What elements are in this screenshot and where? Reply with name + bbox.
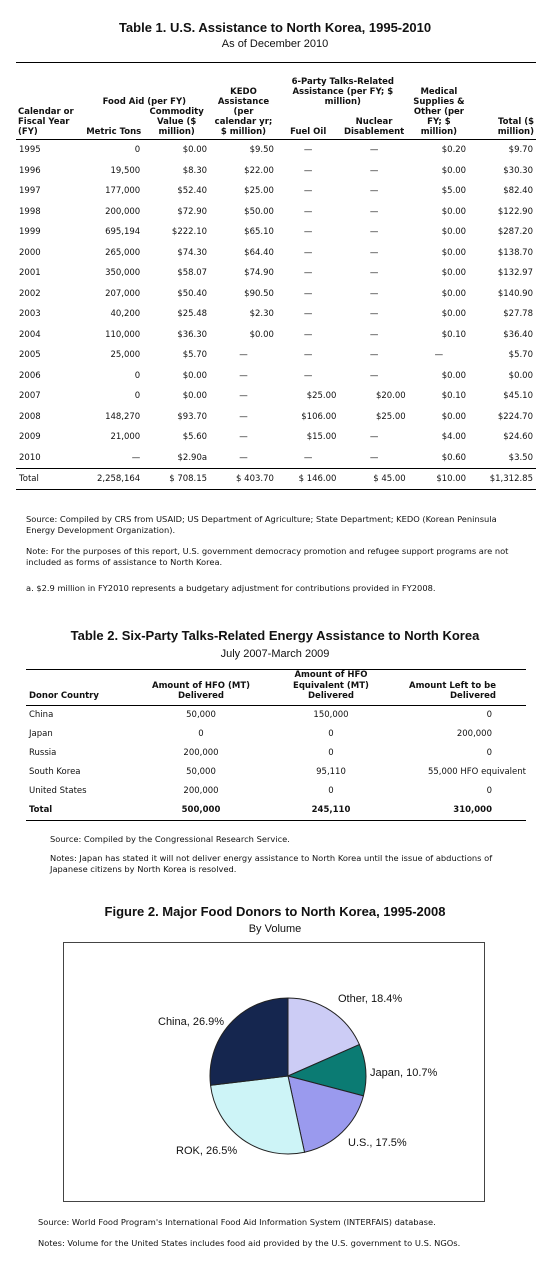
group-food-aid: Food Aid (per FY): [102, 97, 187, 107]
table-cell: $25.00: [244, 186, 274, 197]
t2-col-hfo: Amount of HFO (MT) Delivered: [136, 670, 266, 706]
table-cell: $ 45.00: [339, 469, 408, 490]
table-cell: —: [369, 432, 379, 443]
table-cell: $122.90: [497, 206, 533, 217]
table-cell: —: [369, 186, 379, 197]
figure2-subtitle: By Volume: [248, 923, 302, 935]
table-cell: —: [369, 288, 379, 299]
table-cell: —: [369, 350, 379, 361]
table1-title: Table 1. U.S. Assistance to North Korea, 1995-2010: [118, 20, 432, 35]
table-cell: $0.00: [441, 206, 467, 217]
table-cell: $82.40: [503, 186, 533, 197]
table-cell: —: [369, 452, 379, 463]
table-cell: —: [239, 370, 248, 381]
table-cell: 148,270: [105, 411, 141, 422]
col-nuclear: Nuclear Disablement: [339, 107, 408, 140]
table-cell: 55,000 HFO equivalent: [427, 767, 526, 777]
table2-body: [26, 705, 526, 820]
table-cell: $93.70: [177, 411, 208, 422]
table1-subtitle: As of December 2010: [221, 38, 329, 50]
table1-body: [16, 140, 536, 490]
table-cell: 2005: [19, 350, 41, 361]
table-cell: 2000: [19, 247, 41, 258]
table-cell: $36.30: [177, 329, 208, 340]
table-cell: 95,110: [316, 767, 346, 777]
table-cell: $5.00: [441, 186, 467, 197]
table-cell: $287.20: [497, 227, 533, 238]
table-row: [26, 744, 526, 763]
table-cell: —: [303, 268, 313, 279]
pie-label-other: Other, 18.4%: [338, 993, 403, 1005]
table-cell: China: [29, 710, 54, 720]
table-cell: 2,258,164: [79, 469, 144, 490]
table-cell: 110,000: [105, 329, 141, 340]
table-cell: $1,312.85: [469, 469, 536, 490]
table-row: [16, 263, 536, 284]
table-cell: $0.10: [441, 391, 467, 402]
table-cell: $ 146.00: [277, 469, 340, 490]
table-cell: 0: [486, 786, 492, 796]
table-cell: $106.00: [301, 411, 337, 422]
table-cell: 0: [328, 786, 334, 796]
table-cell: 500,000: [136, 801, 266, 821]
table-cell: $0.00: [441, 247, 467, 258]
table-cell: —: [369, 227, 379, 238]
table-cell: $25.00: [375, 411, 406, 422]
table-cell: 2006: [19, 370, 41, 381]
table-row: [26, 763, 526, 782]
col-medical: Medical Supplies & Other (per FY; $ million): [409, 63, 469, 140]
table-cell: $0.00: [441, 165, 467, 176]
col-kedo: KEDO Assistance (per calendar yr; $ million): [210, 63, 277, 140]
figure2-title: Figure 2. Major Food Donors to North Korea, 1995-2008: [104, 904, 446, 919]
table1-source: Source: Compiled by CRS from USAID; US Department of Agriculture; State Department; KEDO (Korean Peninsula Energy Development Organization).: [26, 514, 497, 535]
table-cell: $24.60: [503, 432, 533, 443]
table-cell: —: [303, 370, 313, 381]
table-cell: $74.90: [244, 268, 274, 279]
table-cell: $25.00: [306, 391, 337, 402]
figure2-notes: Notes: Volume for the United States includes food aid provided by the U.S. government to U.S. NGOs.: [38, 1238, 461, 1248]
table-cell: 19,500: [110, 165, 141, 176]
table-row: [16, 366, 536, 387]
table-cell: —: [369, 165, 379, 176]
table-row: [26, 782, 526, 801]
t2-col-country: Donor Country: [26, 670, 136, 706]
table-cell: 2009: [19, 432, 41, 443]
table-cell: $140.90: [497, 288, 533, 299]
table-cell: $5.70: [182, 350, 208, 361]
table-cell: $65.10: [244, 227, 274, 238]
table-row: [16, 243, 536, 264]
table-cell: 1995: [19, 145, 41, 156]
table-cell: 150,000: [313, 710, 349, 720]
table-cell: —: [369, 329, 379, 340]
table-cell: $10.00: [409, 469, 469, 490]
table2-source: Source: Compiled by the Congressional Research Service.: [50, 834, 290, 844]
table-row: [16, 386, 536, 407]
table-cell: —: [303, 247, 313, 258]
table-cell: —: [303, 206, 313, 217]
table-cell: —: [369, 206, 379, 217]
table-cell: 0: [134, 370, 141, 381]
table-cell: 40,200: [110, 309, 141, 320]
table-row: [16, 304, 536, 325]
table2: [26, 669, 526, 821]
table-cell: South Korea: [29, 767, 81, 777]
table-cell: $8.30: [182, 165, 208, 176]
table-cell: 2002: [19, 288, 41, 299]
table-cell: $5.70: [508, 350, 533, 361]
pie-label-japan: Japan, 10.7%: [370, 1067, 438, 1079]
table-cell: Russia: [29, 748, 57, 758]
table-cell: $132.97: [497, 268, 533, 279]
table-cell: 310,000: [396, 801, 526, 821]
table-cell: —: [303, 288, 313, 299]
pie-chart-frame: [63, 942, 485, 1202]
table-cell: Total: [16, 469, 79, 490]
table-cell: 0: [328, 729, 334, 739]
table-cell: $222.10: [171, 227, 208, 238]
table-cell: —: [369, 145, 379, 156]
table-cell: $45.10: [503, 391, 533, 402]
table-cell: United States: [29, 786, 87, 796]
table-cell: $138.70: [497, 247, 533, 258]
table-cell: $4.00: [441, 432, 467, 443]
table-row: [16, 222, 536, 243]
table-row: [16, 284, 536, 305]
table-cell: $30.30: [503, 165, 533, 176]
table-cell: 50,000: [186, 710, 216, 720]
table-cell: 200,000: [183, 786, 219, 796]
table-cell: 25,000: [110, 350, 141, 361]
table-cell: $0.00: [441, 268, 467, 279]
table-cell: —: [239, 452, 248, 463]
table-cell: 1996: [19, 165, 41, 176]
table-row: [16, 407, 536, 428]
table-row: [26, 725, 526, 744]
table-cell: —: [303, 145, 313, 156]
table-cell: 50,000: [186, 767, 216, 777]
table-cell: 2003: [19, 309, 41, 320]
table-cell: —: [434, 350, 444, 361]
table-cell: —: [239, 411, 248, 422]
table-cell: Total: [26, 801, 136, 821]
table-cell: 200,000: [183, 748, 219, 758]
table-cell: $58.07: [177, 268, 208, 279]
table-cell: $0.60: [441, 452, 467, 463]
table-cell: —: [303, 186, 313, 197]
t2-col-hfo-equiv: Amount of HFO Equivalent (MT) Delivered: [266, 670, 396, 706]
pie-label-china: China, 26.9%: [158, 1016, 225, 1028]
table-cell: —: [303, 329, 313, 340]
table-cell: $3.50: [508, 452, 533, 463]
table-cell: 0: [486, 710, 492, 720]
t2-col-left: Amount Left to be Delivered: [396, 670, 526, 706]
table-cell: $0.20: [441, 145, 467, 156]
table-cell: —: [369, 309, 379, 320]
table-cell: 1997: [19, 186, 41, 197]
table-cell: —: [303, 227, 313, 238]
table-cell: —: [303, 350, 313, 361]
table-cell: —: [303, 452, 313, 463]
table-cell: $ 708.15: [143, 469, 210, 490]
table2-total-row: [26, 801, 526, 821]
table-cell: 265,000: [105, 247, 141, 258]
table-cell: 1999: [19, 227, 41, 238]
table-cell: $9.50: [249, 145, 274, 156]
table-cell: 200,000: [456, 729, 492, 739]
table-row: [16, 427, 536, 448]
table-cell: $2.30: [249, 309, 274, 320]
table-row: [16, 325, 536, 346]
table-cell: 2001: [19, 268, 41, 279]
table-row: [16, 202, 536, 223]
table-cell: —: [369, 370, 379, 381]
table-cell: 2007: [19, 391, 41, 402]
pie-slice-china: [210, 998, 288, 1085]
pie-slice-rok: [211, 1076, 305, 1154]
table-cell: 695,194: [105, 227, 141, 238]
table-cell: $22.00: [244, 165, 274, 176]
table-cell: —: [239, 432, 248, 443]
table-cell: $25.48: [177, 309, 208, 320]
table-cell: 207,000: [105, 288, 141, 299]
col-year: Calendar or Fiscal Year (FY): [16, 63, 79, 140]
table-cell: 2004: [19, 329, 41, 340]
table-cell: $0.00: [441, 288, 467, 299]
table-cell: 0: [328, 748, 334, 758]
table-cell: $2.90a: [177, 452, 208, 463]
pie-label-rok: ROK, 26.5%: [176, 1145, 238, 1157]
table-row: [16, 181, 536, 202]
table-row: [16, 140, 536, 161]
table-cell: $0.00: [508, 370, 533, 381]
table-cell: $64.40: [244, 247, 274, 258]
table-cell: $50.40: [177, 288, 208, 299]
table-cell: —: [303, 309, 313, 320]
table-cell: $52.40: [177, 186, 208, 197]
col-metric-tons: Metric Tons: [79, 107, 144, 140]
table-cell: —: [303, 165, 313, 176]
table1: [16, 62, 536, 490]
table-cell: 0: [198, 729, 204, 739]
col-total: Total ($ million): [469, 63, 536, 140]
table-cell: $90.50: [244, 288, 274, 299]
table-cell: $224.70: [497, 411, 533, 422]
table-cell: $0.00: [182, 145, 208, 156]
table-cell: 0: [134, 391, 141, 402]
table-cell: 2010: [19, 452, 41, 463]
table-cell: $50.00: [244, 206, 274, 217]
table1-footnote: a. $2.9 million in FY2010 represents a budgetary adjustment for contributions provided in FY2008.: [26, 583, 436, 593]
table-cell: $0.00: [441, 309, 467, 320]
table1-total-row: [16, 469, 536, 490]
table-cell: 2008: [19, 411, 41, 422]
table-cell: $27.78: [503, 309, 533, 320]
table-cell: 1998: [19, 206, 41, 217]
table-cell: Japan: [29, 729, 53, 739]
table-cell: $20.00: [375, 391, 406, 402]
table-cell: $ 403.70: [210, 469, 277, 490]
table1-note: Note: For the purposes of this report, U.S. government democracy promotion and refugee support programs are not included as forms of assistance to North Korea.: [26, 546, 509, 567]
table2-subtitle: July 2007-March 2009: [220, 648, 330, 660]
table-cell: —: [239, 350, 248, 361]
table-cell: —: [239, 391, 248, 402]
table-cell: —: [369, 247, 379, 258]
table-cell: $36.40: [503, 329, 533, 340]
table-cell: 0: [486, 748, 492, 758]
table-cell: $0.00: [182, 370, 208, 381]
table-row: [16, 345, 536, 366]
table2-title: Table 2. Six-Party Talks-Related Energy Assistance to North Korea: [70, 628, 480, 643]
table-cell: $0.00: [249, 329, 274, 340]
table-cell: 177,000: [105, 186, 141, 197]
table-cell: 21,000: [110, 432, 141, 443]
table-cell: $5.60: [182, 432, 208, 443]
group-six-party: 6-Party Talks-Related Assistance (per FY; $ million): [291, 77, 395, 107]
col-commodity: Commodity Value ($ million): [143, 107, 210, 140]
figure2-source: Source: World Food Program's International Food Aid Information System (INTERFAIS) database.: [38, 1217, 436, 1227]
table-cell: $74.30: [177, 247, 208, 258]
table-cell: 0: [134, 145, 141, 156]
table-cell: $0.00: [441, 227, 467, 238]
table-row: [16, 161, 536, 182]
table-row: [26, 705, 526, 725]
table-cell: $0.00: [441, 370, 467, 381]
table-cell: $0.10: [441, 329, 467, 340]
table-cell: 245,110: [266, 801, 396, 821]
table-cell: 350,000: [105, 268, 141, 279]
table-cell: 200,000: [105, 206, 141, 217]
table-cell: $9.70: [508, 145, 533, 156]
table-cell: $0.00: [441, 411, 467, 422]
table-row: [16, 448, 536, 469]
pie-label-us: U.S., 17.5%: [348, 1137, 407, 1149]
table-cell: $0.00: [182, 391, 208, 402]
table-cell: —: [131, 452, 141, 463]
table-cell: —: [369, 268, 379, 279]
table-cell: $72.90: [177, 206, 208, 217]
col-fuel-oil: Fuel Oil: [277, 107, 340, 140]
table2-notes: Notes: Japan has stated it will not deliver energy assistance to North Korea until the issue of abductions of Japanese citizens by North Korea is resolved.: [50, 853, 493, 874]
table-cell: $15.00: [306, 432, 337, 443]
